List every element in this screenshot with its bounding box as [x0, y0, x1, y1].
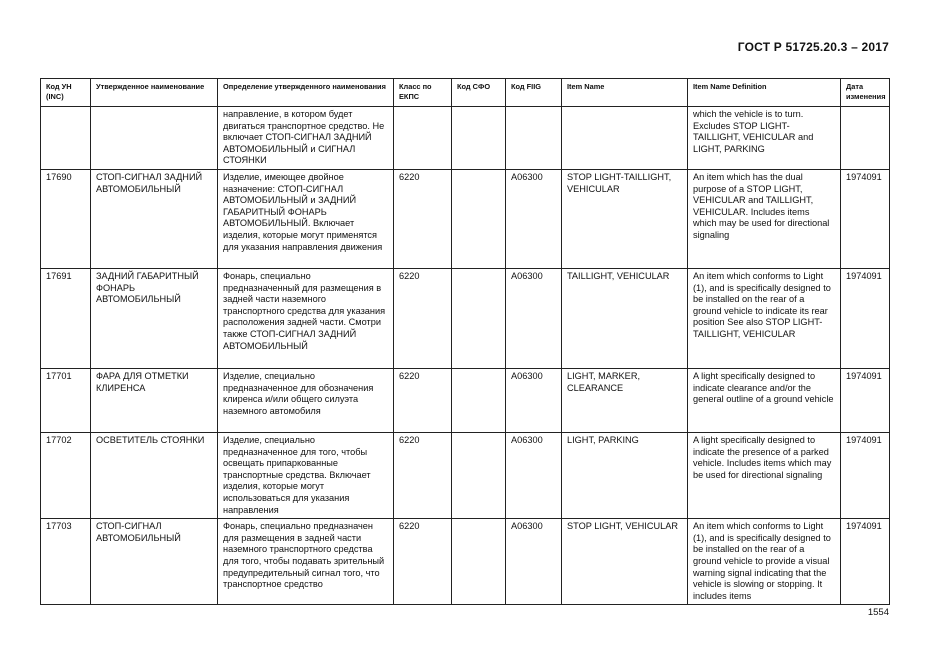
cell-ekps-class: 6220	[394, 519, 452, 605]
cell-fiig-code: A06300	[506, 268, 562, 368]
col-header-approved-name: Утвержденное наименование	[91, 79, 218, 107]
cell-definition: Изделие, специально предназначенное для обозначения клиренса и/или общего силуэта наземного автомобиля	[218, 368, 394, 432]
items-table	[40, 78, 890, 605]
cell-inc	[41, 107, 91, 170]
cell-ekps-class	[394, 107, 452, 170]
cell-sfo-code	[452, 432, 506, 518]
cell-change-date: 1974091	[841, 519, 890, 605]
col-header-fiig-code: Код FIIG	[506, 79, 562, 107]
cell-item-name: TAILLIGHT, VEHICULAR	[562, 268, 688, 368]
cell-definition: направление, в котором будет двигаться транспортное средство. Не включает СТОП-СИГНАЛ ЗАДНИЙ АВТОМОБИЛЬНЫЙ и СИГНАЛ СТОЯНКИ	[218, 107, 394, 170]
cell-change-date: 1974091	[841, 368, 890, 432]
cell-approved-name	[91, 107, 218, 170]
table-row	[41, 368, 890, 432]
cell-fiig-code: A06300	[506, 432, 562, 518]
col-header-sfo-code: Код СФО	[452, 79, 506, 107]
cell-approved-name: ЗАДНИЙ ГАБАРИТНЫЙ ФОНАРЬ АВТОМОБИЛЬНЫЙ	[91, 268, 218, 368]
col-header-item-name: Item Name	[562, 79, 688, 107]
col-header-change-date: Дата изменения	[841, 79, 890, 107]
cell-change-date: 1974091	[841, 169, 890, 268]
col-header-item-definition: Item Name Definition	[688, 79, 841, 107]
table-row	[41, 169, 890, 268]
cell-approved-name: ФАРА ДЛЯ ОТМЕТКИ КЛИРЕНСА	[91, 368, 218, 432]
cell-inc: 17702	[41, 432, 91, 518]
cell-item-definition: An item which has the dual purpose of a STOP LIGHT, VEHICULAR and TAILLIGHT, VEHICULAR. Includes items which may be used for directional signaling	[688, 169, 841, 268]
cell-sfo-code	[452, 107, 506, 170]
cell-item-definition: A light specifically designed to indicate clearance and/or the general outline of a ground vehicle	[688, 368, 841, 432]
cell-definition: Фонарь, специально предназначен для размещения в задней части наземного транспортного средства для того, чтобы подавать зрительный предупредительный сигнал того, что транспортное средство	[218, 519, 394, 605]
cell-item-name: LIGHT, PARKING	[562, 432, 688, 518]
col-header-inc: Код УН (INC)	[41, 79, 91, 107]
cell-sfo-code	[452, 368, 506, 432]
cell-approved-name: ОСВЕТИТЕЛЬ СТОЯНКИ	[91, 432, 218, 518]
cell-inc: 17701	[41, 368, 91, 432]
cell-item-name: LIGHT, MARKER, CLEARANCE	[562, 368, 688, 432]
cell-item-definition: which the vehicle is to turn. Excludes STOP LIGHT-TAILLIGHT, VEHICULAR and LIGHT, PARKING	[688, 107, 841, 170]
cell-change-date	[841, 107, 890, 170]
table-row	[41, 519, 890, 605]
cell-ekps-class: 6220	[394, 432, 452, 518]
cell-inc: 17703	[41, 519, 91, 605]
col-header-ekps-class: Класс по ЕКПС	[394, 79, 452, 107]
cell-sfo-code	[452, 268, 506, 368]
cell-definition: Изделие, имеющее двойное назначение: СТОП-СИГНАЛ АВТОМОБИЛЬНЫЙ и ЗАДНИЙ ГАБАРИТНЫЙ ФОНАРЬ АВТОМОБИЛЬНЫЙ. Включает изделия, которые могут применятся для указания направления движения	[218, 169, 394, 268]
page-number: 1554	[867, 607, 889, 618]
cell-approved-name: СТОП-СИГНАЛ АВТОМОБИЛЬНЫЙ	[91, 519, 218, 605]
cell-definition: Изделие, специально предназначенное для того, чтобы освещать припаркованные транспортные средства. Включает изделия, которые могут использоваться для указания направления	[218, 432, 394, 518]
cell-item-name	[562, 107, 688, 170]
cell-inc: 17690	[41, 169, 91, 268]
cell-change-date: 1974091	[841, 268, 890, 368]
table-row	[41, 107, 890, 170]
cell-sfo-code	[452, 519, 506, 605]
cell-change-date: 1974091	[841, 432, 890, 518]
table-header-row	[41, 79, 890, 107]
cell-item-definition: A light specifically designed to indicate the presence of a parked vehicle. Includes items which may be used for directional signaling	[688, 432, 841, 518]
cell-ekps-class: 6220	[394, 169, 452, 268]
cell-sfo-code	[452, 169, 506, 268]
cell-definition: Фонарь, специально предназначенный для размещения в задней части наземного транспортного средства для указания расположения задней части. Смотри также СТОП-СИГНАЛ ЗАДНИЙ АВТОМОБИЛЬНЫЙ	[218, 268, 394, 368]
cell-fiig-code	[506, 107, 562, 170]
cell-item-name: STOP LIGHT, VEHICULAR	[562, 519, 688, 605]
cell-fiig-code: A06300	[506, 519, 562, 605]
cell-item-definition: An item which conforms to Light (1), and is specifically designed to be installed on the rear of a ground vehicle to indicate its rear position See also STOP LIGHT-TAILLIGHT, VEHICULAR	[688, 268, 841, 368]
table-row	[41, 268, 890, 368]
cell-fiig-code: A06300	[506, 169, 562, 268]
cell-fiig-code: A06300	[506, 368, 562, 432]
table-row	[41, 432, 890, 518]
cell-ekps-class: 6220	[394, 268, 452, 368]
document-code: ГОСТ Р 51725.20.3 – 2017	[737, 40, 889, 54]
cell-approved-name: СТОП-СИГНАЛ ЗАДНИЙ АВТОМОБИЛЬНЫЙ	[91, 169, 218, 268]
cell-item-name: STOP LIGHT-TAILLIGHT, VEHICULAR	[562, 169, 688, 268]
cell-ekps-class: 6220	[394, 368, 452, 432]
cell-item-definition: An item which conforms to Light (1), and is specifically designed to be installed on the rear of a ground vehicle to provide a visual warning signal indicating that the vehicle is slowing or stopping. It includes items	[688, 519, 841, 605]
col-header-definition: Определение утвержденного наименования	[218, 79, 394, 107]
cell-inc: 17691	[41, 268, 91, 368]
